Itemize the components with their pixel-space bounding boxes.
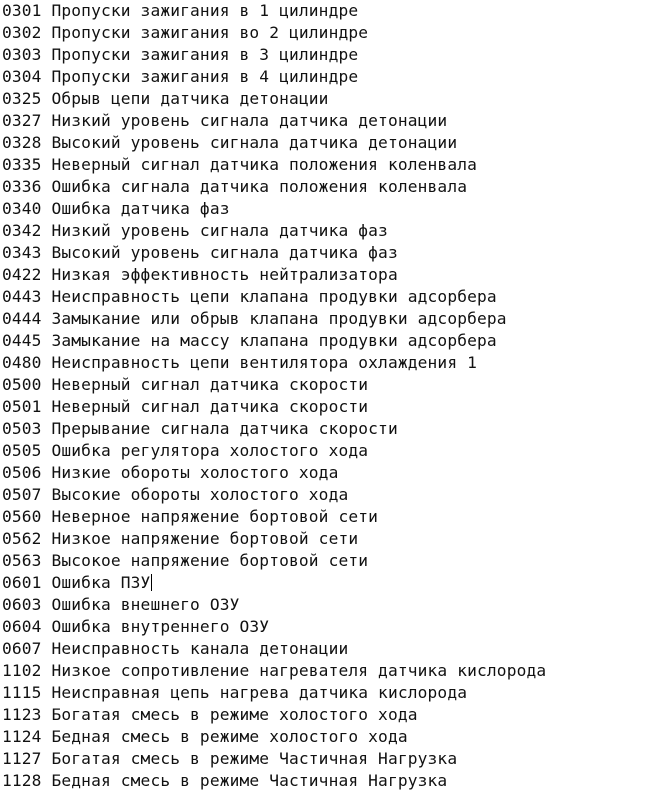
error-description: Ошибка датчика фаз bbox=[51, 199, 230, 218]
error-description: Низкое сопротивление нагревателя датчика кислорода bbox=[51, 661, 547, 680]
error-code: 0422 bbox=[2, 265, 42, 284]
code-line bbox=[2, 132, 546, 154]
error-description: Высокий уровень сигнала датчика детонации bbox=[51, 133, 458, 152]
error-description: Низкий уровень сигнала датчика фаз bbox=[51, 221, 388, 240]
code-line bbox=[2, 484, 546, 506]
error-code: 0500 bbox=[2, 375, 42, 394]
code-line bbox=[2, 418, 546, 440]
code-line bbox=[2, 308, 546, 330]
code-line bbox=[2, 176, 546, 198]
code-line bbox=[2, 440, 546, 462]
error-description: Неверное напряжение бортовой сети bbox=[51, 507, 379, 526]
code-line bbox=[2, 594, 546, 616]
error-code: 0303 bbox=[2, 45, 42, 64]
error-description: Ошибка внутреннего ОЗУ bbox=[51, 617, 270, 636]
code-line bbox=[2, 550, 546, 572]
error-description: Ошибка внешнего ОЗУ bbox=[51, 595, 240, 614]
error-description: Неверный сигнал датчика положения коленвала bbox=[51, 155, 478, 174]
error-description: Пропуски зажигания в 1 цилиндре bbox=[51, 1, 359, 20]
code-line bbox=[2, 44, 546, 66]
error-code: 1102 bbox=[2, 661, 42, 680]
text-cursor bbox=[151, 574, 152, 591]
code-line bbox=[2, 330, 546, 352]
error-code: 1124 bbox=[2, 727, 42, 746]
error-code: 0340 bbox=[2, 199, 42, 218]
error-code: 0503 bbox=[2, 419, 42, 438]
error-description: Низкая эффективность нейтрализатора bbox=[51, 265, 398, 284]
code-line bbox=[2, 528, 546, 550]
error-code: 0603 bbox=[2, 595, 42, 614]
error-code: 0604 bbox=[2, 617, 42, 636]
error-description: Богатая смесь в режиме Частичная Нагрузка bbox=[51, 749, 458, 768]
error-code: 0505 bbox=[2, 441, 42, 460]
error-code: 1123 bbox=[2, 705, 42, 724]
code-line bbox=[2, 22, 546, 44]
error-description: Замыкание или обрыв клапана продувки адсорбера bbox=[51, 309, 507, 328]
code-line bbox=[2, 286, 546, 308]
error-code: 0563 bbox=[2, 551, 42, 570]
code-line bbox=[2, 0, 546, 22]
error-code: 1115 bbox=[2, 683, 42, 702]
code-line bbox=[2, 264, 546, 286]
error-code: 0327 bbox=[2, 111, 42, 130]
error-code: 0501 bbox=[2, 397, 42, 416]
code-line bbox=[2, 154, 546, 176]
error-description: Замыкание на массу клапана продувки адсорбера bbox=[51, 331, 497, 350]
code-line bbox=[2, 748, 546, 770]
error-description: Пропуски зажигания во 2 цилиндре bbox=[51, 23, 369, 42]
error-code: 0302 bbox=[2, 23, 42, 42]
error-code: 0607 bbox=[2, 639, 42, 658]
error-description: Высокое напряжение бортовой сети bbox=[51, 551, 369, 570]
code-line bbox=[2, 242, 546, 264]
code-line bbox=[2, 572, 546, 594]
error-description: Бедная смесь в режиме холостого хода bbox=[51, 727, 408, 746]
error-code: 0560 bbox=[2, 507, 42, 526]
error-description: Неисправность цепи клапана продувки адсорбера bbox=[51, 287, 497, 306]
error-description: Обрыв цепи датчика детонации bbox=[51, 89, 329, 108]
code-line bbox=[2, 110, 546, 132]
error-code: 0336 bbox=[2, 177, 42, 196]
error-code: 0601 bbox=[2, 573, 42, 592]
error-description: Богатая смесь в режиме холостого хода bbox=[51, 705, 418, 724]
code-line bbox=[2, 88, 546, 110]
error-description: Низкое напряжение бортовой сети bbox=[51, 529, 359, 548]
error-code: 0335 bbox=[2, 155, 42, 174]
error-code: 0443 bbox=[2, 287, 42, 306]
error-code: 0444 bbox=[2, 309, 42, 328]
code-line bbox=[2, 770, 546, 792]
code-line bbox=[2, 506, 546, 528]
code-line bbox=[2, 660, 546, 682]
error-description: Высокие обороты холостого хода bbox=[51, 485, 349, 504]
error-description: Пропуски зажигания в 3 цилиндре bbox=[51, 45, 359, 64]
error-description: Неисправная цепь нагрева датчика кислорода bbox=[51, 683, 468, 702]
error-code: 0506 bbox=[2, 463, 42, 482]
error-description: Ошибка сигнала датчика положения коленвала bbox=[51, 177, 468, 196]
error-code: 0343 bbox=[2, 243, 42, 262]
error-code: 0445 bbox=[2, 331, 42, 350]
error-description: Низкий уровень сигнала датчика детонации bbox=[51, 111, 448, 130]
error-description: Высокий уровень сигнала датчика фаз bbox=[51, 243, 398, 262]
error-description: Ошибка регулятора холостого хода bbox=[51, 441, 369, 460]
error-description: Прерывание сигнала датчика скорости bbox=[51, 419, 398, 438]
error-code: 0301 bbox=[2, 1, 42, 20]
code-line bbox=[2, 66, 546, 88]
code-line bbox=[2, 704, 546, 726]
code-line bbox=[2, 198, 546, 220]
error-code-list bbox=[2, 0, 546, 792]
code-line bbox=[2, 726, 546, 748]
error-code: 0507 bbox=[2, 485, 42, 504]
code-line bbox=[2, 352, 546, 374]
code-line bbox=[2, 396, 546, 418]
error-code: 1128 bbox=[2, 771, 42, 790]
code-line bbox=[2, 638, 546, 660]
error-description: Неисправность канала детонации bbox=[51, 639, 349, 658]
error-code: 0480 bbox=[2, 353, 42, 372]
error-code: 1127 bbox=[2, 749, 42, 768]
code-line bbox=[2, 682, 546, 704]
error-description: Неверный сигнал датчика скорости bbox=[51, 375, 369, 394]
error-code: 0304 bbox=[2, 67, 42, 86]
code-line bbox=[2, 462, 546, 484]
error-code: 0325 bbox=[2, 89, 42, 108]
code-line bbox=[2, 220, 546, 242]
code-line bbox=[2, 616, 546, 638]
error-description: Пропуски зажигания в 4 цилиндре bbox=[51, 67, 359, 86]
error-description: Бедная смесь в режиме Частичная Нагрузка bbox=[51, 771, 448, 790]
code-line bbox=[2, 374, 546, 396]
error-code: 0342 bbox=[2, 221, 42, 240]
error-description: Неверный сигнал датчика скорости bbox=[51, 397, 369, 416]
error-code: 0328 bbox=[2, 133, 42, 152]
error-description: Неисправность цепи вентилятора охлаждения 1 bbox=[51, 353, 478, 372]
error-description: Низкие обороты холостого хода bbox=[51, 463, 339, 482]
error-description: Ошибка ПЗУ bbox=[51, 573, 151, 592]
error-code: 0562 bbox=[2, 529, 42, 548]
